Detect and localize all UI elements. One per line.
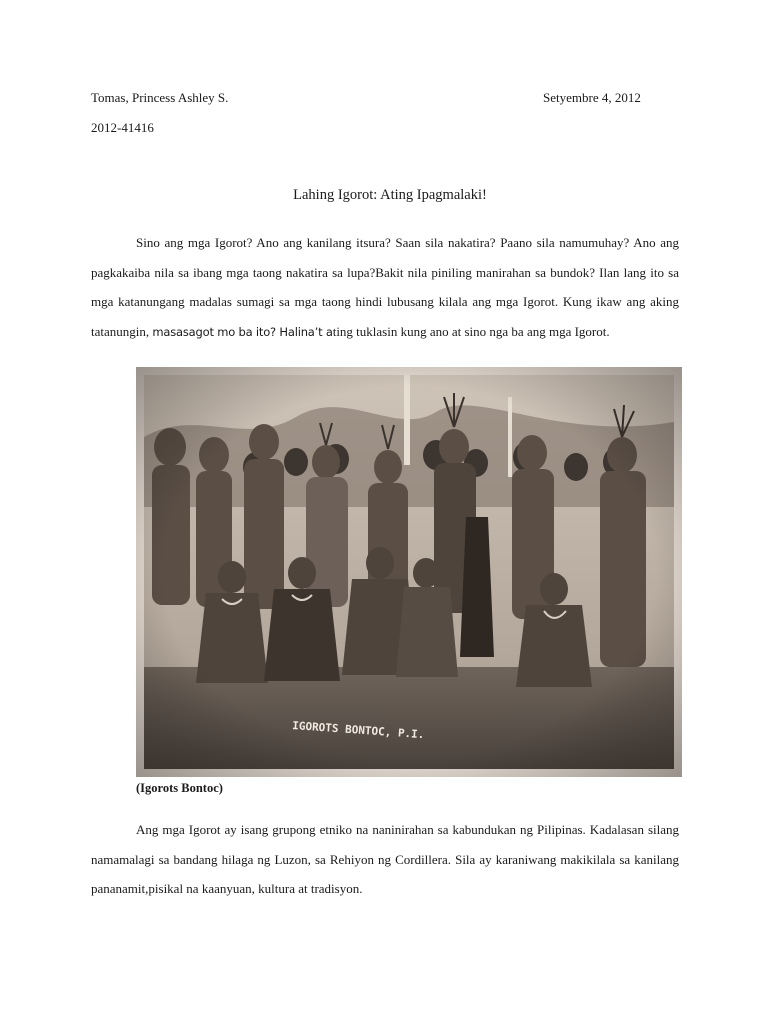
intro-paragraph [91,228,679,347]
essay-title: Lahing Igorot: Ating Ipagmalaki! [293,187,487,203]
intro-typed-text: Sino ang mga Igorot? Ano ang kanilang itsura? Saan sila nakatira? Paano sila namumuhay? Ano ang pagkakaiba nila sa ibang mga taong nakatira sa lupa?Bakit nila piniling manirahan sa bundok? Ilan lang ito sa mga katanungang madalas sumagi sa mga taong hindi lubusang kilala ang mga Igorot. Kung ikaw ang aking tatanungin, [91,235,679,339]
photo-caption: (Igorots Bontoc) [136,781,223,795]
student-number: 2012-41416 [91,120,154,135]
author-name: Tomas, Princess Ashley S. [91,90,229,105]
document-date: Setyembre 4, 2012 [543,90,641,105]
igorot-group-photo [136,367,682,777]
historical-photo [136,367,682,777]
intro-handwritten-text: masasagot mo ba ito? Halina’t a [152,324,333,339]
body-paragraph: Ang mga Igorot ay isang grupong etniko na naninirahan sa kabundukan ng Pilipinas. Kadalasan silang namamalagi sa bandang hilaga ng Luzon, sa Rehiyon ng Cordillera. Sila ay karaniwang makikilala sa kanilang pananamit,pisikal na kaanyuan, kultura at tradisyon. [91,822,679,896]
intro-typed-end: ting tuklasin kung ano at sino nga ba ang mga Igorot. [332,323,610,339]
